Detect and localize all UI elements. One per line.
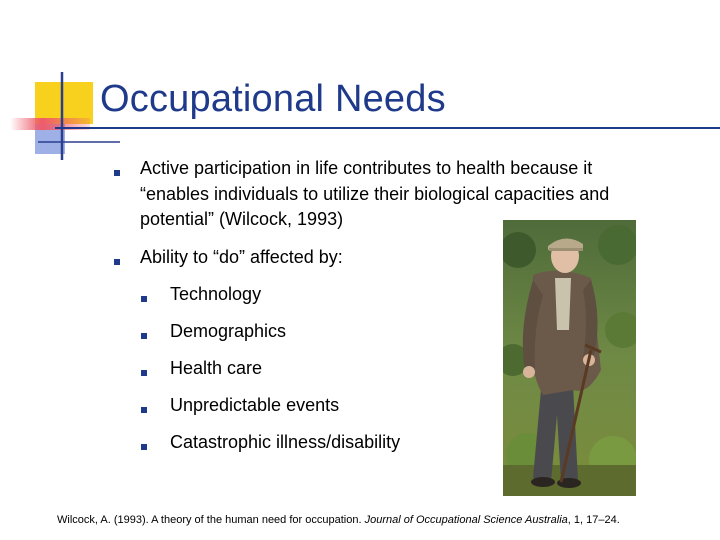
citation-prefix: Wilcock, A. (1993). A theory of the human need for occupation. xyxy=(57,514,365,526)
bullet-marker xyxy=(114,170,120,176)
sub-item-demographics: Demographics xyxy=(170,321,287,341)
sub-bullet-marker xyxy=(141,333,147,339)
citation xyxy=(57,514,620,526)
bullet-2-text: Ability to “do” affected by: xyxy=(140,247,343,267)
bullet-1-line-1: Active participation in life contributes to health because it xyxy=(140,158,593,178)
sub-bullet-marker xyxy=(141,296,147,302)
sub-item-unpredictable-events: Unpredictable events xyxy=(170,395,340,415)
bullet-1-line-2: “enables individuals to utilize their biological capacities and xyxy=(140,184,610,204)
bullet-marker xyxy=(114,259,120,265)
citation-suffix: , 1, 17–24. xyxy=(567,514,620,526)
sub-bullet-marker xyxy=(141,444,147,450)
sub-item-technology: Technology xyxy=(170,284,262,304)
bullet-1-line-3: potential” (Wilcock, 1993) xyxy=(140,209,344,229)
sub-item-catastrophic-illness: Catastrophic illness/disability xyxy=(170,432,401,452)
citation-journal: Journal of Occupational Science Australia xyxy=(364,514,568,526)
elderly-man-photo xyxy=(503,220,636,496)
title-underline xyxy=(55,127,720,129)
sub-item-health-care: Health care xyxy=(170,358,263,378)
slide-title: Occupational Needs xyxy=(100,78,446,120)
sub-bullet-marker xyxy=(141,407,147,413)
sub-bullet-marker xyxy=(141,370,147,376)
